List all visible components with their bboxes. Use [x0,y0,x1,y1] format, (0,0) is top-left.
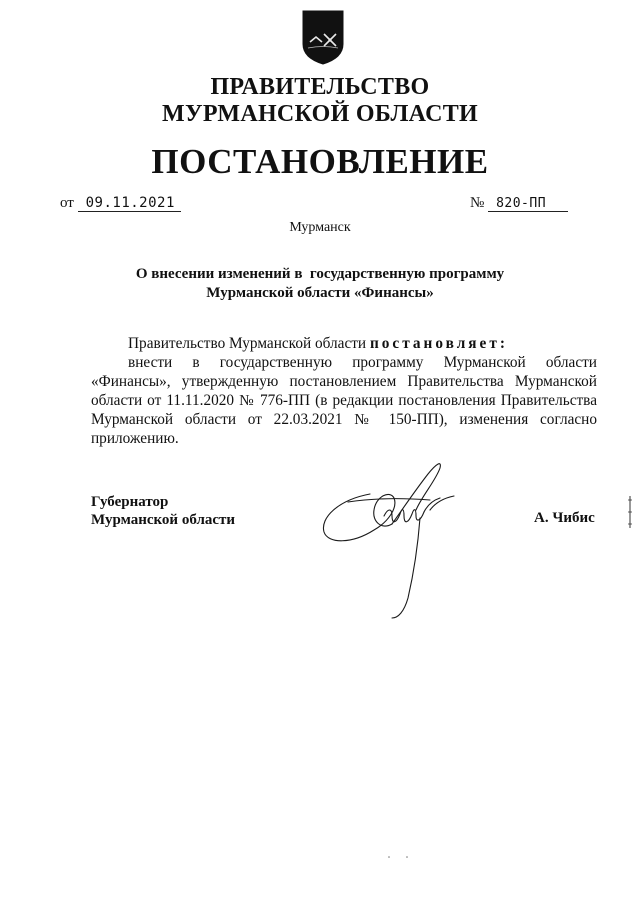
preamble-emphasis: постановляет: [369,335,508,352]
subject-line-2: Мурманской области «Финансы» [206,285,434,301]
city-label: Мурманск [289,220,351,235]
government-title-line-1: ПРАВИТЕЛЬСТВО [210,74,430,100]
signer-title-line-2: Мурманской области [91,512,236,528]
scan-dots [385,846,425,850]
government-title-line-2: МУРМАНСКОЙ ОБЛАСТИ [162,101,478,127]
document-date [60,195,181,212]
document-number [470,195,568,212]
number-value: 820-ПП [488,196,568,212]
preamble [128,334,508,353]
coat-of-arms-icon [300,8,346,66]
signer-title-line-1: Губернатор [91,494,169,510]
subject-line-1: О внесении изменений в государственную программу [135,266,505,282]
body-paragraph: внести в государственную программу Мурманской области «Финансы», утвержденную постановлением Правительства Мурманской области от 11.11.2020 № 776-ПП (в редакции постановления Правительства Мурманской области от 22.03.2021 № 150-ПП), изменения согласно приложению. [91,354,597,447]
preamble-text: Правительство Мурманской области [128,335,367,352]
handwritten-signature [318,452,478,622]
document-type-heading: ПОСТАНОВЛЕНИЕ [151,142,489,181]
date-value: 09.11.2021 [78,196,181,212]
number-prefix: № [470,195,485,211]
signer-name: А. Чибис [534,510,595,526]
date-prefix: от [60,195,74,211]
scan-edge-mark [627,494,633,530]
